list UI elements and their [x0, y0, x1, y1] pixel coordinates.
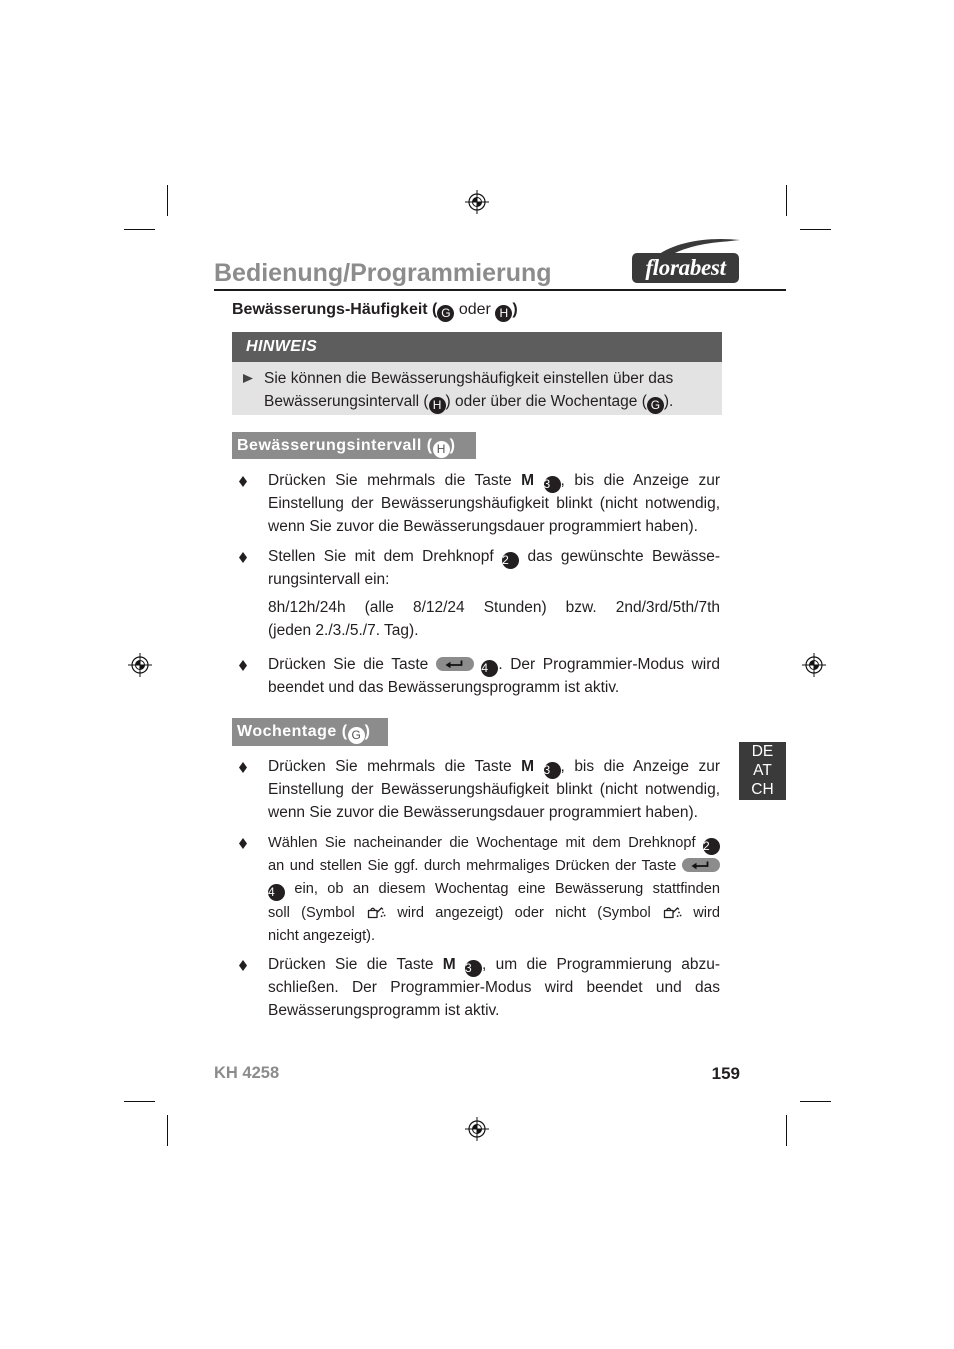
text-run: Drücken Sie mehrmals die Taste: [268, 758, 522, 775]
text-line: [268, 901, 720, 925]
text-line: [268, 654, 720, 677]
instruction-step: [268, 470, 720, 538]
text-run: wenn Sie zuvor die Bewässerungsdauer programmiert haben).: [268, 803, 698, 821]
bold-text: M: [521, 758, 535, 775]
text-run: . Der Programmier-Modus wird: [498, 656, 720, 673]
text-line: [268, 1000, 720, 1023]
instruction-step: [268, 546, 720, 592]
text-line: [268, 954, 720, 977]
section-heading-weekdays: [232, 718, 388, 746]
language-code: DE: [751, 743, 774, 760]
text-run: , bis die Anzeige zur: [560, 472, 720, 489]
reference-number: 2: [502, 552, 519, 569]
bullet-diamond-icon: [239, 552, 247, 563]
text-run: ein, ob an diesem Wochentag eine Bewässerung stattfinden: [285, 880, 720, 897]
crop-mark: [786, 1115, 787, 1146]
watering-glyph: [662, 901, 682, 921]
bullet-diamond-icon: [239, 762, 247, 773]
instruction-step: [268, 654, 720, 700]
text-line: [237, 432, 476, 459]
text-run: ): [449, 437, 456, 454]
section-heading-text: [237, 718, 388, 746]
instruction-step: [268, 832, 720, 947]
language-tab: [739, 742, 786, 800]
text-run: beendet und das Bewässerungsprogramm ist aktiv.: [268, 679, 620, 696]
page-number: 159: [711, 1064, 740, 1083]
text-run: [456, 956, 465, 973]
text-run: Bewässerungsintervall (: [237, 437, 433, 454]
reference-number: 3: [544, 476, 561, 493]
text-line: [268, 779, 720, 802]
text-run: , um die Programmierung abzu-: [482, 956, 720, 973]
section-heading-interval: [232, 432, 476, 459]
text-line: [237, 718, 388, 746]
crop-mark: [800, 1101, 831, 1102]
crop-mark: [800, 229, 831, 230]
title-divider: [214, 289, 786, 291]
language-code: AT: [753, 762, 772, 779]
text-run: Wählen Sie nacheinander die Wochentage mit dem Drehknopf: [268, 835, 703, 851]
text-run: Wochentage (: [237, 723, 348, 740]
text-line: [268, 516, 720, 539]
watering-symbol-icon: [366, 901, 386, 921]
reference-number: 3: [465, 960, 482, 977]
language-code: CH: [751, 781, 774, 798]
subheading: [232, 299, 692, 322]
text-run: wenn Sie zuvor die Bewässerungsdauer programmiert haben).: [268, 517, 698, 535]
enter-key-icon: [682, 858, 720, 872]
text-run: das gewünschte Bewässe-: [519, 548, 721, 565]
reference-number: H: [429, 397, 446, 414]
text-line: [264, 390, 719, 414]
reference-letter: G: [348, 727, 365, 744]
text-run: Bewässerungsintervall (: [264, 392, 429, 410]
crop-mark: [786, 185, 787, 216]
reference-number: H: [495, 305, 512, 322]
text-run: Bewässerungsprogramm ist aktiv.: [268, 1001, 500, 1019]
text-line: [268, 546, 720, 569]
registration-mark-icon: [464, 189, 490, 215]
note-header: [232, 332, 722, 362]
text-run: [534, 758, 544, 775]
text-run: rungsintervall ein:: [268, 571, 390, 588]
arrow-bullet-icon: [243, 374, 253, 383]
enter-arrow-glyph: [682, 858, 720, 872]
instruction-step: [268, 954, 720, 1022]
text-line: [268, 677, 720, 700]
text-line: [268, 878, 720, 901]
enter-arrow-glyph: [436, 657, 474, 671]
text-line: [268, 802, 720, 825]
page-title: Bedienung/Programmierung: [214, 259, 552, 287]
text-run: ) oder über die Wochentage (: [445, 392, 647, 410]
bullet-diamond-icon: [239, 960, 247, 971]
text-run: Drücken Sie die Taste: [268, 656, 436, 673]
reference-number: 2: [703, 838, 720, 855]
text-line: [268, 925, 720, 948]
text-run: Stellen Sie mit dem Drehknopf: [268, 548, 503, 565]
bold-text: Bewässerungs-Häufigkeit (: [232, 301, 438, 318]
bullet-diamond-icon: [239, 476, 247, 487]
text-run: soll (Symbol: [268, 904, 366, 921]
text-line: [268, 832, 720, 855]
note-label: HINWEIS: [246, 338, 318, 355]
text-line: [264, 367, 719, 390]
bullet-diamond-icon: [239, 838, 247, 849]
enter-key-icon: [436, 657, 474, 671]
instruction-step: [268, 756, 720, 824]
text-run: schließen. Der Programmier-Modus wird beendet und das: [268, 979, 720, 996]
reference-letter: H: [433, 441, 450, 458]
reference-number: 3: [544, 762, 561, 779]
text-run: wird angezeigt) oder nicht (Symbol: [385, 904, 662, 921]
text-run: Drücken Sie die Taste: [268, 956, 443, 973]
text-run: [474, 656, 482, 673]
text-line: [268, 756, 720, 779]
text-run: ): [364, 723, 371, 740]
registration-mark-icon: [464, 1116, 490, 1142]
crop-mark: [124, 229, 155, 230]
text-run: an und stellen Sie ggf. durch mehrmaliges Drücken der Taste: [268, 858, 682, 874]
text-run: ).: [663, 392, 674, 410]
text-run: 8h/12h/24h (alle 8/12/24 Stunden) bzw. 2nd/3rd/5th/7th: [268, 599, 720, 616]
text-line: [232, 299, 692, 322]
watering-symbol-icon: [662, 901, 682, 921]
text-run: wird: [682, 904, 721, 921]
text-run: nicht angezeigt).: [268, 927, 376, 944]
text-run: oder: [454, 301, 496, 318]
text-line: [268, 620, 720, 643]
text-line: [268, 855, 720, 878]
text-line: [268, 569, 720, 592]
text-run: [534, 472, 544, 489]
bold-text: M: [442, 956, 456, 973]
text-line: [268, 470, 720, 493]
crop-mark: [124, 1101, 155, 1102]
watering-glyph: [366, 901, 386, 921]
section-heading-text: [237, 432, 476, 459]
note-text: [264, 367, 719, 414]
brand-logo: florabest: [632, 253, 739, 283]
instruction-detail: [268, 597, 720, 642]
text-run: (jeden 2./3./5./7. Tag).: [268, 621, 419, 639]
reference-number: 4: [268, 884, 285, 901]
reference-number: G: [437, 305, 454, 322]
reference-number: G: [647, 397, 664, 414]
registration-mark-icon: [127, 652, 153, 678]
text-line: [268, 493, 720, 516]
text-line: [268, 977, 720, 1000]
bold-text: M: [521, 472, 535, 489]
text-run: Sie können die Bewässerungshäufigkeit einstellen über das: [264, 369, 674, 387]
bold-text: ): [512, 301, 518, 318]
text-run: Einstellung der Bewässerungshäufigkeit blinkt (nicht notwendig,: [268, 495, 720, 512]
text-line: [268, 597, 720, 620]
reference-number: 4: [481, 660, 498, 677]
crop-mark: [167, 185, 168, 216]
bullet-diamond-icon: [239, 660, 247, 671]
registration-mark-icon: [801, 652, 827, 678]
model-number: KH 4258: [214, 1064, 280, 1082]
text-run: Einstellung der Bewässerungshäufigkeit blinkt (nicht notwendig,: [268, 781, 720, 798]
text-run: , bis die Anzeige zur: [560, 758, 720, 775]
crop-mark: [167, 1115, 168, 1146]
text-run: Drücken Sie mehrmals die Taste: [268, 472, 522, 489]
